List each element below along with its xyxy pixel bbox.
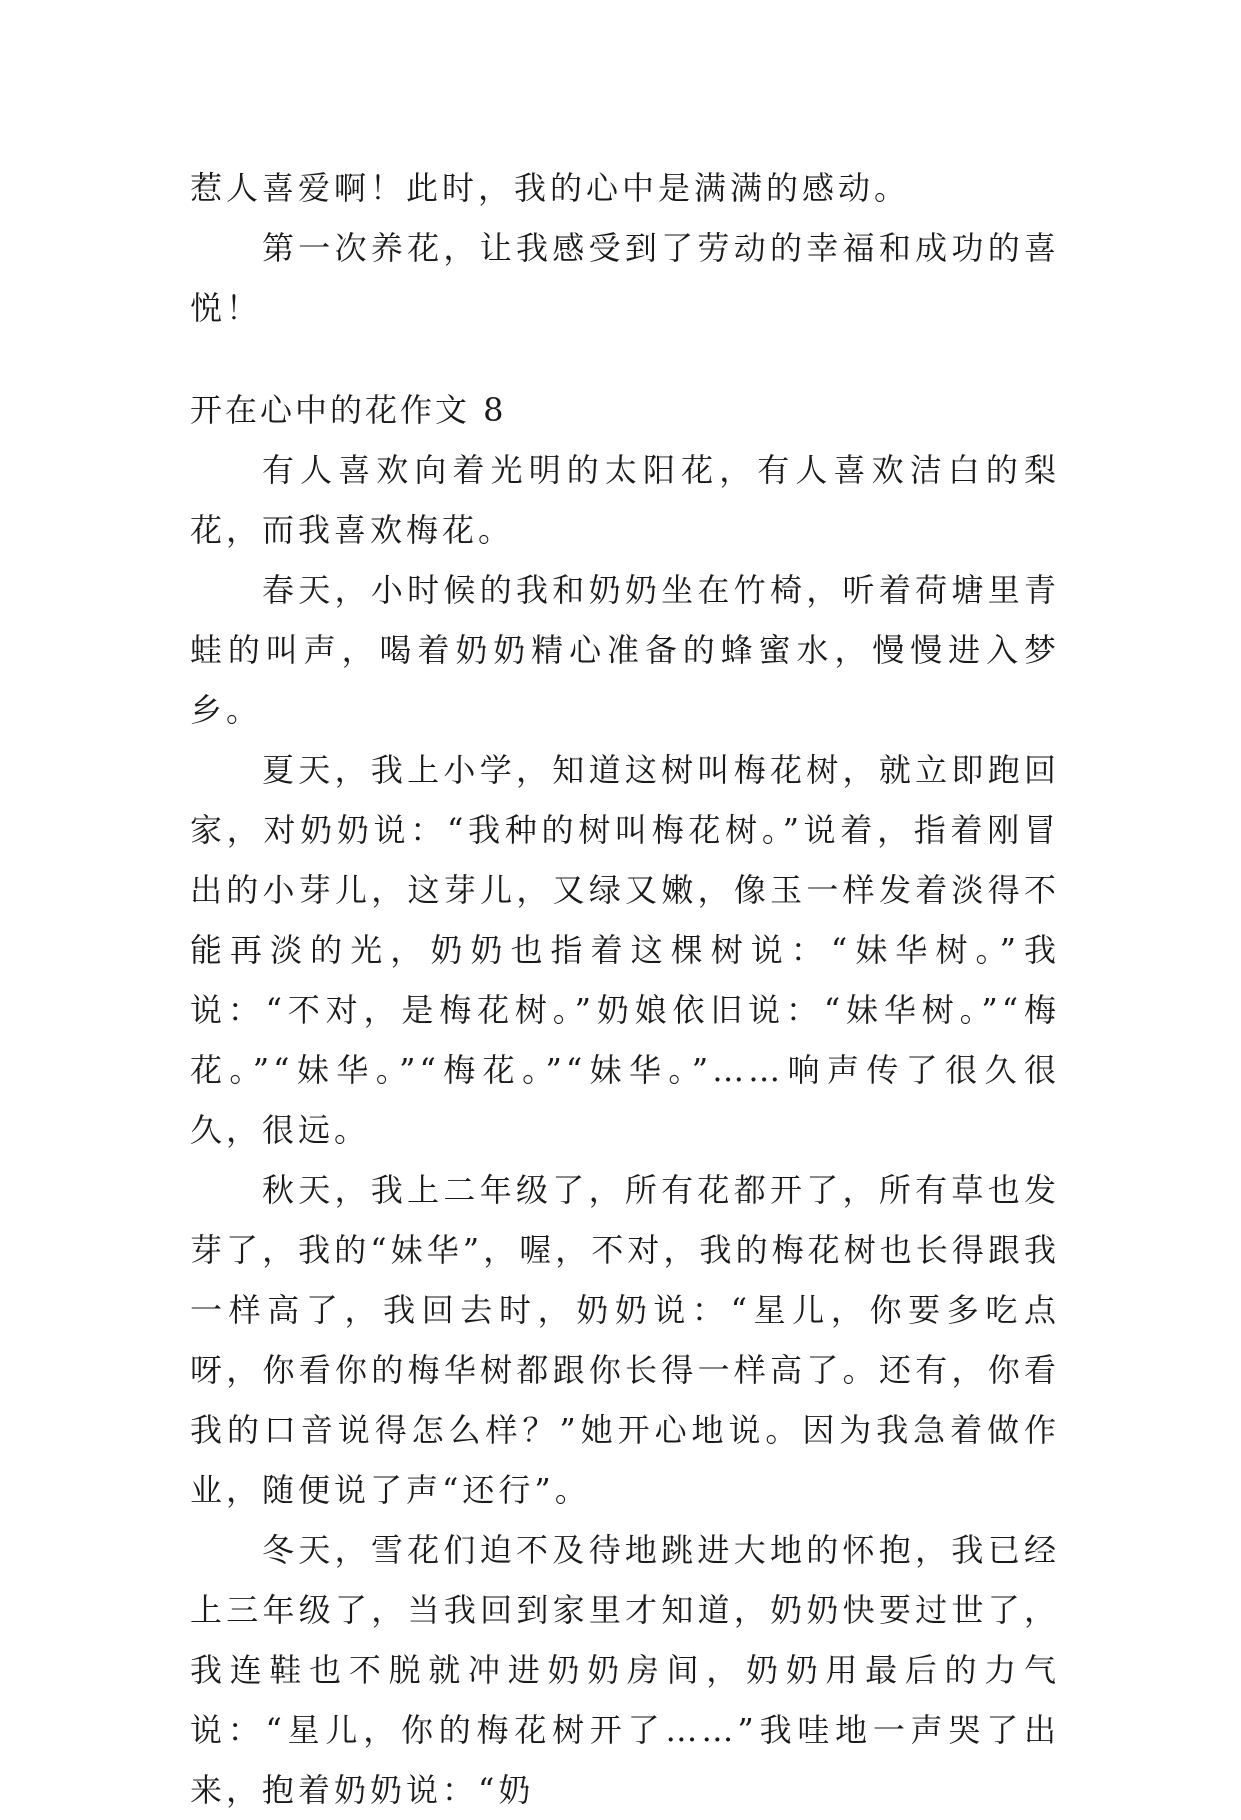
paragraph-autumn: 秋天，我上二年级了，所有花都开了，所有草也发芽了，我的“妹华”，喔，不对，我的梅花树也长得跟我一样高了，我回去时，奶奶说：“星儿，你要多吃点呀，你看你的梅华树都跟你长得一样高了。还有，你看我的口音说得怎么样？”她开心地说。因为我急着做作业，随便说了声“还行”。	[190, 1171, 1060, 1509]
essay-heading: 开在心中的花作文 8	[190, 391, 507, 429]
paragraph-spring: 春天，小时候的我和奶奶坐在竹椅，听着荷塘里青蛙的叫声，喝着奶奶精心准备的蜂蜜水，慢慢进入梦乡。	[190, 571, 1060, 729]
paragraph-summer: 夏天，我上小学，知道这树叫梅花树，就立即跑回家，对奶奶说：“我种的树叫梅花树。”说着，指着刚冒出的小芽儿，这芽儿，又绿又嫩，像玉一样发着淡得不能再淡的光，奶奶也指着这棵树说：“妹华树。”我说：“不对，是梅花树。”奶娘依旧说：“妹华树。”“梅花。”“妹华。”“梅花。”“妹华。”……响声传了很久很久，很远。	[190, 751, 1060, 1149]
document-body	[190, 158, 1060, 1820]
paragraph-intro: 有人喜欢向着光明的太阳花，有人喜欢洁白的梨花，而我喜欢梅花。	[190, 451, 1060, 549]
paragraph-conclusion: 第一次养花，让我感受到了劳动的幸福和成功的喜悦！	[190, 229, 1060, 327]
paragraph-winter: 冬天，雪花们迫不及待地跳进大地的怀抱，我已经上三年级了，当我回到家里才知道，奶奶快要过世了，我连鞋也不脱就冲进奶奶房间，奶奶用最后的力气说：“星儿，你的梅花树开了……”我哇地一声哭了出来，抱着奶奶说：“奶	[190, 1531, 1060, 1809]
paragraph-continuation: 惹人喜爱啊！此时，我的心中是满满的感动。	[190, 169, 911, 207]
